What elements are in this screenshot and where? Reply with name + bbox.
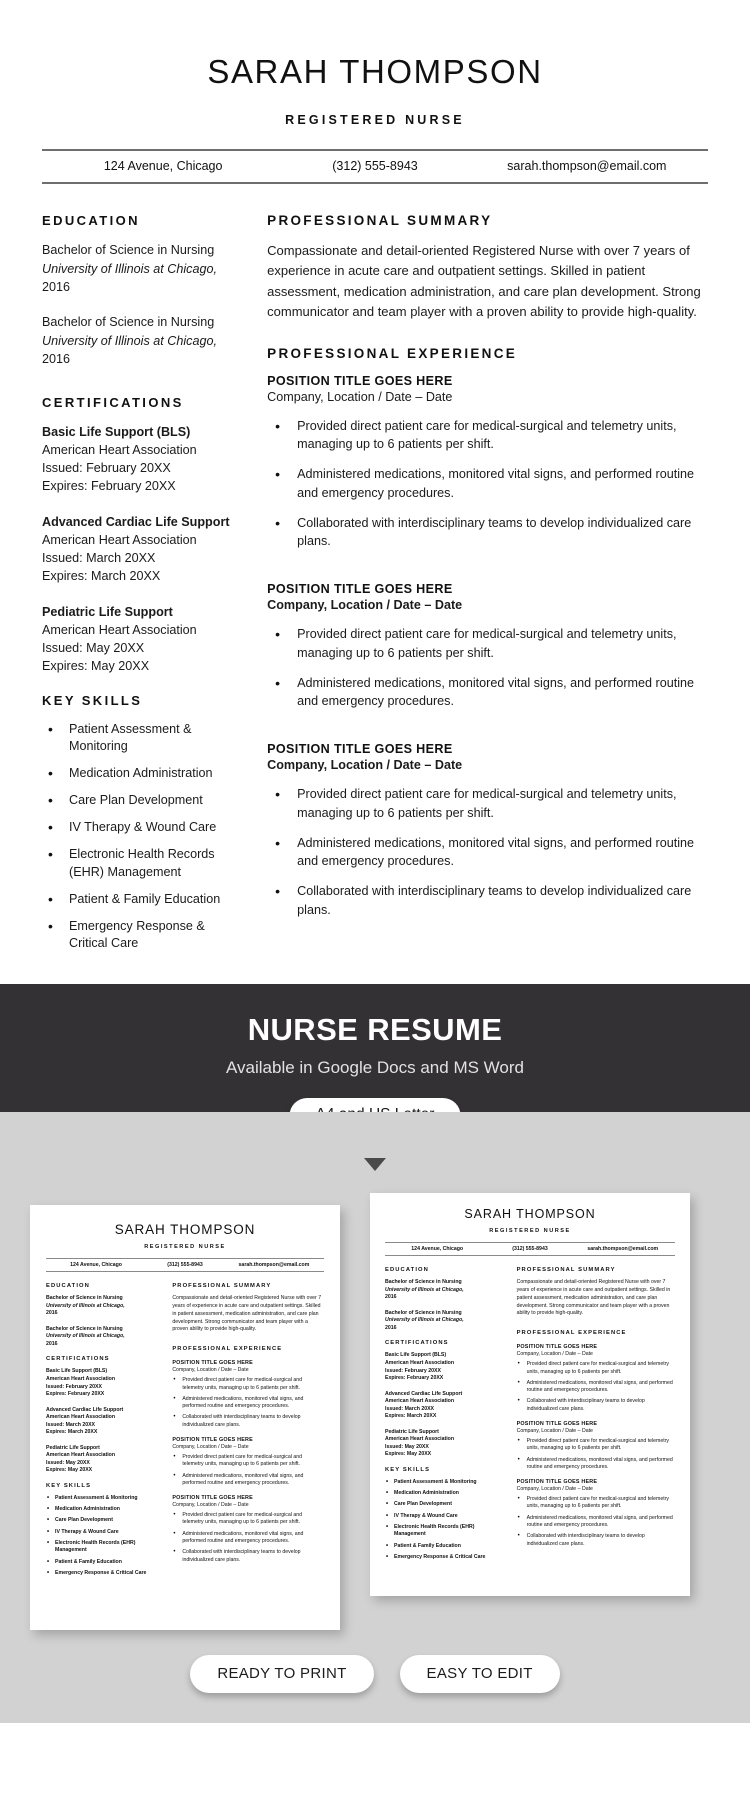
certification-org: American Heart Association bbox=[42, 442, 197, 457]
certifications-heading: CERTIFICATIONS bbox=[385, 1340, 449, 1347]
list-item: • Patient Assessment & Monitoring bbox=[46, 1495, 162, 1502]
job-duties bbox=[517, 1438, 675, 1471]
key-skills-heading: KEY SKILLS bbox=[385, 1466, 431, 1473]
list-item: • Collaborated with interdisciplinary teams to develop individualized care plans. bbox=[172, 1549, 324, 1564]
list-item: • Provided direct patient care for medical-surgical and telemetry units, managing up to 6 patients per shift. bbox=[517, 1496, 675, 1511]
education-item bbox=[385, 1279, 507, 1302]
education-heading: EDUCATION bbox=[46, 1283, 90, 1290]
certification-org: American Heart Association bbox=[46, 1452, 115, 1459]
resume-columns bbox=[46, 1283, 324, 1581]
resume-left-column bbox=[385, 1267, 513, 1565]
list-item: • Electronic Health Records (EHR) Management bbox=[42, 846, 233, 882]
list-item: • Electronic Health Records (EHR) Management bbox=[46, 1540, 162, 1555]
list-item: • Emergency Response & Critical Care bbox=[385, 1554, 507, 1561]
job-meta: Company, Location / Date – Date bbox=[516, 1427, 593, 1434]
list-item: • Care Plan Development bbox=[385, 1501, 507, 1508]
key-skills-list bbox=[46, 1495, 162, 1577]
resume-preview-a4[interactable] bbox=[30, 1205, 340, 1630]
promo-subtitle: Available in Google Docs and MS Word bbox=[226, 1058, 524, 1078]
list-item: • Provided direct patient care for medical-surgical and telemetry units, managing up to 6 patients per shift. bbox=[172, 1454, 324, 1469]
education-heading: EDUCATION bbox=[385, 1267, 429, 1274]
spacer bbox=[267, 722, 708, 742]
job-meta: Company, Location / Date – Date bbox=[172, 1443, 249, 1450]
candidate-name: SARAH THOMPSON bbox=[207, 53, 543, 90]
certification-name: Basic Life Support (BLS) bbox=[42, 424, 191, 439]
list-item: • Administered medications, monitored vital signs, and performed routine and emergency procedures. bbox=[172, 1396, 324, 1411]
contact-phone: (312) 555-8943 bbox=[512, 1246, 548, 1253]
certification-issued: Issued: March 20XX bbox=[42, 551, 156, 566]
contact-address: 124 Avenue, Chicago bbox=[70, 1262, 122, 1269]
certification-org: American Heart Association bbox=[46, 1414, 115, 1421]
contact-phone: (312) 555-8943 bbox=[167, 1262, 203, 1269]
education-school: University of Illinois at Chicago, bbox=[46, 1333, 125, 1340]
certification-issued: Issued: May 20XX bbox=[42, 641, 145, 656]
certification-org: American Heart Association bbox=[42, 622, 197, 637]
job-title: POSITION TITLE GOES HERE bbox=[172, 1436, 253, 1443]
certification-item bbox=[42, 513, 233, 586]
certifications-heading: CERTIFICATIONS bbox=[46, 1356, 110, 1363]
certification-item bbox=[385, 1352, 507, 1382]
education-item bbox=[42, 313, 233, 368]
certification-expires: Expires: March 20XX bbox=[46, 1429, 98, 1436]
experience-item bbox=[517, 1344, 675, 1413]
candidate-role: REGISTERED NURSE bbox=[285, 113, 465, 128]
certification-expires: Expires: May 20XX bbox=[42, 659, 150, 674]
education-item bbox=[46, 1326, 162, 1349]
list-item: • Patient Assessment & Monitoring bbox=[385, 1479, 507, 1486]
experience-item bbox=[172, 1360, 324, 1429]
list-item: • Provided direct patient care for medical-surgical and telemetry units, managing up to 6 patients per shift. bbox=[172, 1512, 324, 1527]
key-skills-list bbox=[42, 721, 233, 954]
list-item: • Collaborated with interdisciplinary teams to develop individualized care plans. bbox=[517, 1398, 675, 1413]
list-item: • IV Therapy & Wound Care bbox=[385, 1513, 507, 1520]
certification-expires: Expires: February 20XX bbox=[46, 1391, 105, 1398]
certification-issued: Issued: March 20XX bbox=[385, 1405, 435, 1412]
contact-email: sarah.thompson@email.com bbox=[238, 1262, 310, 1269]
job-duties bbox=[267, 625, 708, 710]
experience-item bbox=[172, 1495, 324, 1564]
certification-name: Pediatric Life Support bbox=[385, 1428, 439, 1435]
list-item: • Provided direct patient care for medical-surgical and telemetry units, managing up to 6 patients per shift. bbox=[267, 785, 708, 822]
preview-showcase bbox=[0, 1112, 750, 1723]
contact-email: sarah.thompson@email.com bbox=[587, 1246, 659, 1253]
list-item: • Collaborated with interdisciplinary teams to develop individualized care plans. bbox=[267, 514, 708, 551]
job-title: POSITION TITLE GOES HERE bbox=[172, 1360, 253, 1367]
certification-item bbox=[42, 423, 233, 496]
job-meta: Company, Location / Date – Date bbox=[172, 1502, 249, 1509]
list-item: • Emergency Response & Critical Care bbox=[42, 918, 233, 954]
list-item: • Patient & Family Education bbox=[46, 1559, 162, 1566]
education-year: 2016 bbox=[46, 1340, 58, 1347]
summary-text: Compassionate and detail-oriented Registered Nurse with over 7 years of experience in acute care and outpatient settings. Skilled in patient assessment, medication administration, and care plan development. Strong communicator and team player with a proven ability to provide high-quality. bbox=[267, 243, 701, 319]
certification-expires: Expires: May 20XX bbox=[385, 1451, 432, 1458]
education-school: University of Illinois at Chicago, bbox=[42, 333, 217, 348]
experience-heading: PROFESSIONAL EXPERIENCE bbox=[172, 1346, 283, 1353]
job-meta: Company, Location / Date – Date bbox=[267, 389, 453, 404]
education-degree: Bachelor of Science in Nursing bbox=[385, 1309, 462, 1316]
resume-right-column bbox=[513, 1267, 675, 1565]
candidate-role: REGISTERED NURSE bbox=[489, 1228, 571, 1235]
list-item: • Provided direct patient care for medical-surgical and telemetry units, managing up to 6 patients per shift. bbox=[517, 1361, 675, 1376]
job-meta: Company, Location / Date – Date bbox=[516, 1486, 593, 1493]
summary-text: Compassionate and detail-oriented Registered Nurse with over 7 years of experience in acute care and outpatient settings. Skilled in patient assessment, medication administration, and care plan development. Strong communicator and team player with a proven ability to provide high-quality. bbox=[516, 1279, 671, 1317]
list-item: • Provided direct patient care for medical-surgical and telemetry units, managing up to 6 patients per shift. bbox=[517, 1438, 675, 1453]
cta-button-row bbox=[0, 1633, 750, 1723]
list-item: • Administered medications, monitored vital signs, and performed routine and emergency procedures. bbox=[172, 1473, 324, 1488]
spacer bbox=[267, 562, 708, 582]
list-item: • Collaborated with interdisciplinary teams to develop individualized care plans. bbox=[267, 882, 708, 919]
contact-band bbox=[42, 149, 708, 184]
experience-item bbox=[517, 1479, 675, 1548]
certification-org: American Heart Association bbox=[42, 532, 197, 547]
experience-item bbox=[267, 582, 708, 710]
certification-expires: Expires: March 20XX bbox=[385, 1413, 437, 1420]
candidate-name: SARAH THOMPSON bbox=[464, 1207, 596, 1222]
certification-issued: Issued: February 20XX bbox=[46, 1383, 102, 1390]
list-item: • Care Plan Development bbox=[46, 1517, 162, 1524]
job-duties bbox=[517, 1361, 675, 1413]
education-item bbox=[385, 1310, 507, 1333]
education-school: University of Illinois at Chicago, bbox=[385, 1317, 464, 1324]
contact-band bbox=[46, 1258, 324, 1272]
easy-to-edit-button[interactable]: EASY TO EDIT bbox=[400, 1655, 560, 1693]
candidate-role: REGISTERED NURSE bbox=[144, 1244, 226, 1251]
list-item: • Care Plan Development bbox=[42, 792, 233, 810]
job-title: POSITION TITLE GOES HERE bbox=[267, 373, 453, 388]
mini-resume bbox=[30, 1205, 340, 1581]
list-item: • Provided direct patient care for medical-surgical and telemetry units, managing up to 6 patients per shift. bbox=[172, 1377, 324, 1392]
job-title: POSITION TITLE GOES HERE bbox=[516, 1479, 598, 1486]
job-meta: Company, Location / Date – Date bbox=[172, 1367, 249, 1374]
candidate-name: SARAH THOMPSON bbox=[114, 1222, 256, 1238]
job-title: POSITION TITLE GOES HERE bbox=[267, 742, 453, 757]
job-duties bbox=[267, 417, 708, 551]
summary-heading: PROFESSIONAL SUMMARY bbox=[516, 1267, 616, 1274]
resume-right-column bbox=[249, 213, 708, 962]
contact-phone: (312) 555-8943 bbox=[332, 159, 418, 174]
list-item: • Patient & Family Education bbox=[42, 891, 233, 909]
education-year: 2016 bbox=[46, 1310, 58, 1317]
promo-banner bbox=[0, 984, 750, 1112]
certification-issued: Issued: May 20XX bbox=[46, 1459, 90, 1466]
list-item: • Electronic Health Records (EHR) Management bbox=[385, 1524, 507, 1539]
certification-issued: Issued: February 20XX bbox=[42, 461, 171, 476]
caret-down-icon bbox=[364, 1158, 386, 1171]
certification-name: Pediatric Life Support bbox=[46, 1444, 100, 1451]
certifications-heading: CERTIFICATIONS bbox=[42, 394, 184, 410]
list-item: • Administered medications, monitored vital signs, and performed routine and emergency procedures. bbox=[517, 1380, 675, 1395]
job-title: POSITION TITLE GOES HERE bbox=[516, 1344, 598, 1351]
certification-issued: Issued: May 20XX bbox=[385, 1443, 429, 1450]
resume-columns bbox=[385, 1267, 675, 1565]
job-duties bbox=[172, 1377, 324, 1429]
list-item: • IV Therapy & Wound Care bbox=[42, 819, 233, 837]
education-degree: Bachelor of Science in Nursing bbox=[42, 243, 215, 258]
education-year: 2016 bbox=[385, 1294, 397, 1301]
experience-item bbox=[172, 1437, 324, 1487]
resume-left-column bbox=[42, 213, 249, 962]
job-duties bbox=[267, 785, 708, 919]
job-duties bbox=[172, 1454, 324, 1487]
certification-org: American Heart Association bbox=[385, 1360, 454, 1367]
list-item: • Administered medications, monitored vital signs, and performed routine and emergency procedures. bbox=[517, 1457, 675, 1472]
list-item: • Administered medications, monitored vital signs, and performed routine and emergency procedures. bbox=[172, 1531, 324, 1546]
job-duties bbox=[517, 1496, 675, 1548]
summary-heading: PROFESSIONAL SUMMARY bbox=[172, 1283, 272, 1290]
resume-right-column bbox=[168, 1283, 324, 1581]
job-title: POSITION TITLE GOES HERE bbox=[172, 1495, 253, 1502]
list-item: • Provided direct patient care for medical-surgical and telemetry units, managing up to 6 patients per shift. bbox=[267, 625, 708, 662]
job-meta: Company, Location / Date – Date bbox=[267, 758, 463, 773]
thumbnail-group bbox=[0, 1193, 750, 1633]
experience-item bbox=[267, 742, 708, 919]
certification-expires: Expires: February 20XX bbox=[42, 479, 176, 494]
list-item: • Emergency Response & Critical Care bbox=[46, 1570, 162, 1577]
education-degree: Bachelor of Science in Nursing bbox=[46, 1295, 123, 1302]
education-year: 2016 bbox=[42, 352, 71, 367]
certification-name: Basic Life Support (BLS) bbox=[46, 1368, 108, 1375]
promo-title: NURSE RESUME bbox=[247, 1012, 503, 1048]
certification-item bbox=[46, 1407, 162, 1437]
education-item bbox=[46, 1295, 162, 1318]
list-item: • Medication Administration bbox=[46, 1506, 162, 1513]
contact-address: 124 Avenue, Chicago bbox=[103, 159, 223, 174]
certification-expires: Expires: May 20XX bbox=[46, 1467, 93, 1474]
list-item: • IV Therapy & Wound Care bbox=[46, 1529, 162, 1536]
key-skills-heading: KEY SKILLS bbox=[42, 692, 143, 708]
certification-issued: Issued: February 20XX bbox=[385, 1367, 441, 1374]
certification-item bbox=[46, 1368, 162, 1398]
resume-columns bbox=[42, 213, 708, 962]
education-degree: Bachelor of Science in Nursing bbox=[46, 1325, 123, 1332]
education-year: 2016 bbox=[385, 1324, 397, 1331]
certification-org: American Heart Association bbox=[46, 1376, 115, 1383]
education-school: University of Illinois at Chicago, bbox=[385, 1286, 464, 1293]
list-item: • Administered medications, monitored vital signs, and performed routine and emergency procedures. bbox=[267, 465, 708, 502]
certification-name: Advanced Cardiac Life Support bbox=[42, 514, 230, 529]
list-item: • Collaborated with interdisciplinary teams to develop individualized care plans. bbox=[517, 1533, 675, 1548]
ready-to-print-button[interactable]: READY TO PRINT bbox=[190, 1655, 373, 1693]
key-skills-heading: KEY SKILLS bbox=[46, 1482, 92, 1489]
experience-item bbox=[517, 1421, 675, 1471]
job-meta: Company, Location / Date – Date bbox=[516, 1351, 593, 1358]
education-item bbox=[42, 241, 233, 296]
certification-name: Advanced Cardiac Life Support bbox=[385, 1390, 463, 1397]
certification-item bbox=[46, 1445, 162, 1475]
certification-item bbox=[42, 603, 233, 676]
contact-address: 124 Avenue, Chicago bbox=[411, 1246, 464, 1253]
certification-item bbox=[385, 1429, 507, 1459]
list-item: • Patient Assessment & Monitoring bbox=[42, 721, 233, 757]
certification-issued: Issued: March 20XX bbox=[46, 1421, 96, 1428]
certification-item bbox=[385, 1391, 507, 1421]
education-year: 2016 bbox=[42, 280, 71, 295]
contact-email: sarah.thompson@email.com bbox=[507, 159, 667, 174]
education-degree: Bachelor of Science in Nursing bbox=[385, 1279, 462, 1286]
certification-name: Basic Life Support (BLS) bbox=[385, 1352, 447, 1359]
list-item: • Administered medications, monitored vital signs, and performed routine and emergency procedures. bbox=[267, 834, 708, 871]
certifications-list bbox=[42, 423, 233, 676]
job-duties bbox=[172, 1512, 324, 1564]
certification-name: Advanced Cardiac Life Support bbox=[46, 1406, 124, 1413]
experience-heading: PROFESSIONAL EXPERIENCE bbox=[267, 345, 518, 361]
education-school: University of Illinois at Chicago, bbox=[46, 1302, 125, 1309]
summary-text: Compassionate and detail-oriented Registered Nurse with over 7 years of experience in acute care and outpatient settings. Skilled in patient assessment, medication administration, and care plan development. Strong communicator and team player with a proven ability to provide high-quality. bbox=[172, 1295, 322, 1333]
contact-band bbox=[385, 1242, 675, 1256]
education-degree: Bachelor of Science in Nursing bbox=[42, 315, 215, 330]
experience-heading: PROFESSIONAL EXPERIENCE bbox=[516, 1330, 627, 1337]
certification-expires: Expires: March 20XX bbox=[42, 569, 161, 584]
certification-expires: Expires: February 20XX bbox=[385, 1375, 444, 1382]
resume-preview-us-letter[interactable] bbox=[370, 1193, 690, 1596]
experience-item bbox=[267, 374, 708, 551]
list-item: • Medication Administration bbox=[385, 1490, 507, 1497]
certification-org: American Heart Association bbox=[385, 1436, 454, 1443]
certification-org: American Heart Association bbox=[385, 1398, 454, 1405]
job-meta: Company, Location / Date – Date bbox=[267, 598, 463, 613]
summary-heading: PROFESSIONAL SUMMARY bbox=[267, 213, 493, 229]
key-skills-list bbox=[385, 1479, 507, 1561]
education-list bbox=[42, 241, 233, 368]
list-item: • Administered medications, monitored vital signs, and performed routine and emergency procedures. bbox=[267, 674, 708, 711]
job-title: POSITION TITLE GOES HERE bbox=[267, 582, 453, 597]
resume-left-column bbox=[46, 1283, 168, 1581]
list-item: • Provided direct patient care for medical-surgical and telemetry units, managing up to 6 patients per shift. bbox=[267, 417, 708, 454]
list-item: • Medication Administration bbox=[42, 765, 233, 783]
list-item: • Administered medications, monitored vital signs, and performed routine and emergency procedures. bbox=[517, 1515, 675, 1530]
list-item: • Patient & Family Education bbox=[385, 1543, 507, 1550]
mini-resume bbox=[370, 1193, 690, 1565]
list-item: • Collaborated with interdisciplinary teams to develop individualized care plans. bbox=[172, 1414, 324, 1429]
education-heading: EDUCATION bbox=[42, 213, 140, 229]
certification-name: Pediatric Life Support bbox=[42, 604, 173, 619]
education-school: University of Illinois at Chicago, bbox=[42, 261, 217, 276]
job-title: POSITION TITLE GOES HERE bbox=[516, 1420, 598, 1427]
